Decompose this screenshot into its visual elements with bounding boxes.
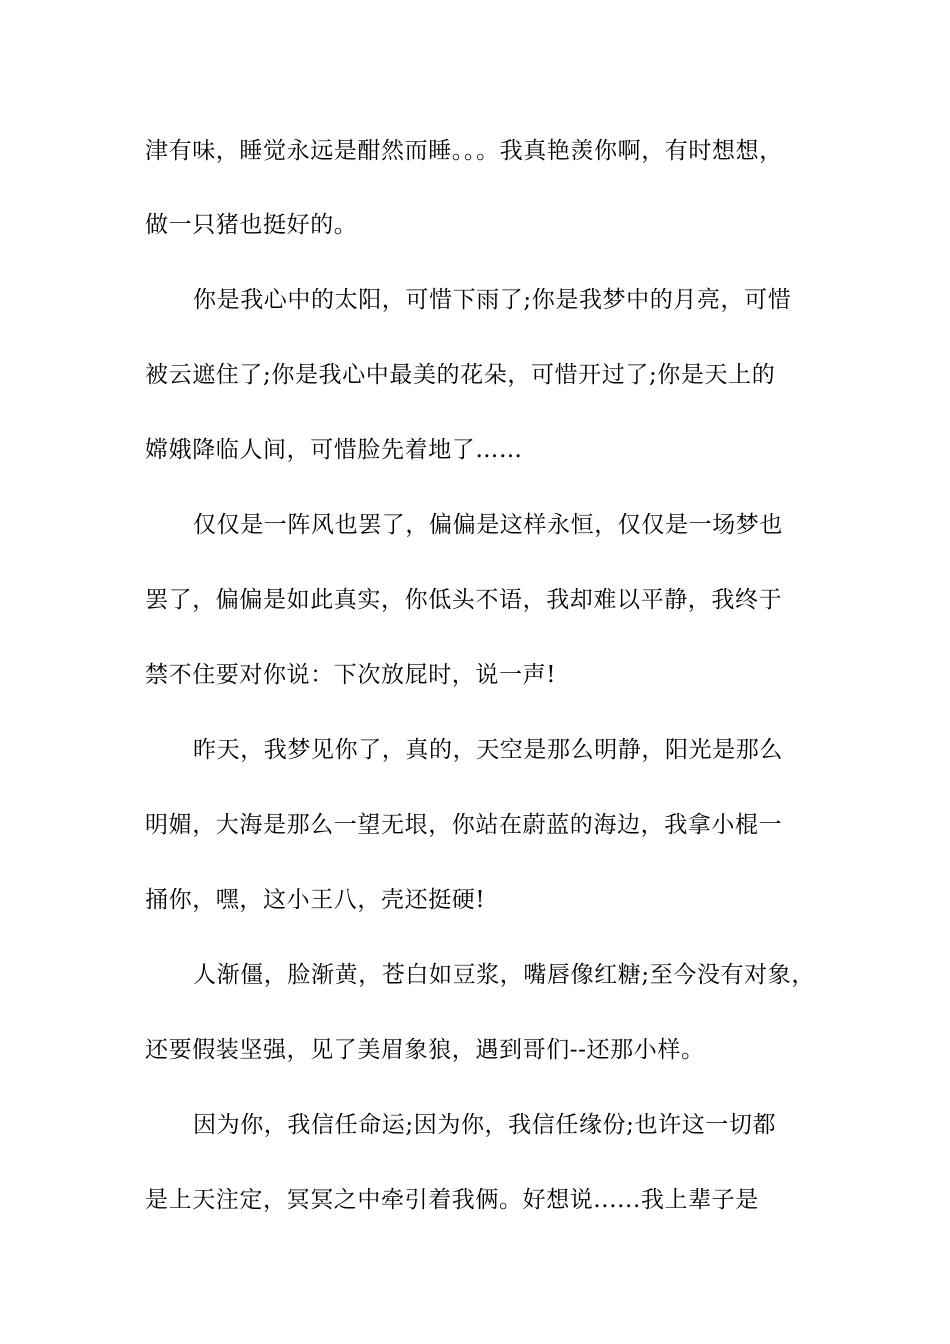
paragraph-first-line: 昨天，我梦见你了，真的，天空是那么明静，阳光是那么 (193, 737, 783, 763)
paragraph-first-line: 因为你，我信任命运;因为你，我信任缘份;也许这一切都 (193, 1112, 777, 1138)
text-line: 被云遮住了;你是我心中最美的花朵，可惜开过了;你是天上的 (145, 362, 776, 388)
paragraph-first-line: 仅仅是一阵风也罢了，偏偏是这样永恒，仅仅是一场梦也 (193, 512, 783, 538)
text-line: 禁不住要对你说：下次放屁时，说一声! (145, 662, 557, 688)
text-line: 罢了，偏偏是如此真实，你低头不语，我却难以平静，我终于 (145, 587, 783, 613)
text-line: 明媚，大海是那么一望无垠，你站在蔚蓝的海边，我拿小棍一 (145, 812, 783, 838)
text-line: 捅你，嘿，这小王八，壳还挺硬! (145, 887, 486, 913)
text-line: 还要假装坚强，见了美眉象狼，遇到哥们--还那小样。 (145, 1037, 705, 1063)
text-line: 津有味，睡觉永远是酣然而睡。。。我真艳羡你啊，有时想想， (145, 138, 783, 164)
paragraph-first-line: 人渐僵，脸渐黄，苍白如豆浆，嘴唇像红糖;至今没有对象， (193, 962, 815, 988)
text-line: 是上天注定，冥冥之中牵引着我俩。好想说......我上辈子是 (145, 1187, 759, 1213)
text-line: 做一只猪也挺好的。 (145, 212, 358, 238)
paragraph-first-line: 你是我心中的太阳，可惜下雨了;你是我梦中的月亮，可惜 (193, 287, 792, 313)
text-line: 嫦娥降临人间，可惜脸先着地了…… (145, 437, 523, 463)
